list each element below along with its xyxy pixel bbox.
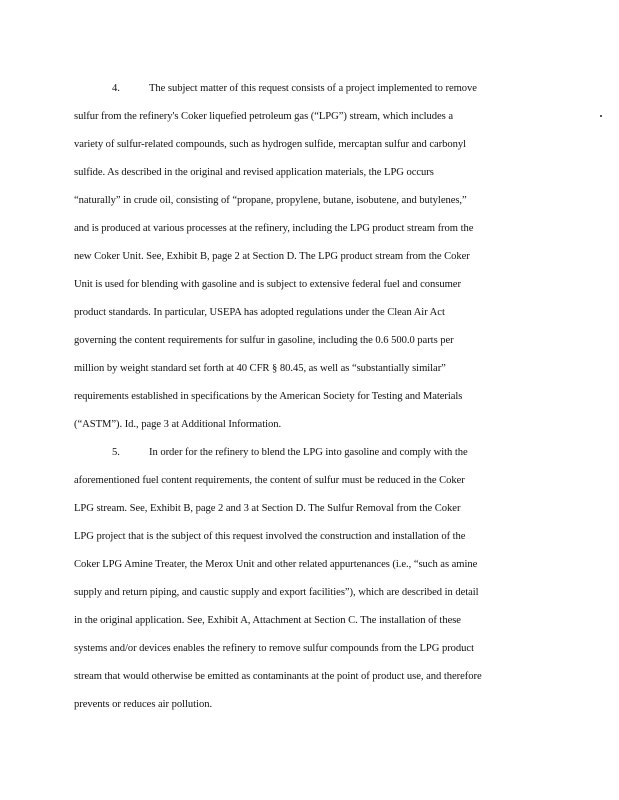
text-line: million by weight standard set forth at 40 CFR § 80.45, as well as “substantially similar” xyxy=(74,363,446,374)
text-line: “naturally” in crude oil, consisting of “propane, propylene, butane, isobutene, and butylenes,” xyxy=(74,195,467,206)
paragraph-first-line: 4. The subject matter of this request consists of a project implemented to remove xyxy=(112,83,477,94)
text-line: and is produced at various processes at the refinery, including the LPG product stream from the xyxy=(74,223,474,234)
text-line: requirements established in specifications by the American Society for Testing and Materials xyxy=(74,391,463,402)
text-line: supply and return piping, and caustic supply and export facilities”), which are described in detail xyxy=(74,587,479,598)
text-line: Unit is used for blending with gasoline and is subject to extensive federal fuel and consumer xyxy=(74,279,461,290)
text-line: in the original application. See, Exhibit A, Attachment at Section C. The installation of these xyxy=(74,615,461,626)
text-line: governing the content requirements for sulfur in gasoline, including the 0.6 500.0 parts per xyxy=(74,335,454,346)
paragraph-number: 5. xyxy=(112,447,120,458)
paragraph-number: 4. xyxy=(112,83,120,94)
text-line: aforementioned fuel content requirements, the content of sulfur must be reduced in the Coker xyxy=(74,475,465,486)
text-line: LPG project that is the subject of this request involved the construction and installation of the xyxy=(74,531,466,542)
text-line: product standards. In particular, USEPA has adopted regulations under the Clean Air Act xyxy=(74,307,445,318)
text-line: sulfur from the refinery's Coker liquefied petroleum gas (“LPG”) stream, which includes a xyxy=(74,111,454,122)
text-line: LPG stream. See, Exhibit B, page 2 and 3 at Section D. The Sulfur Removal from the Coker xyxy=(74,503,461,514)
text-line: new Coker Unit. See, Exhibit B, page 2 at Section D. The LPG product stream from the Coker xyxy=(74,251,470,262)
paragraph-first-line: 5. In order for the refinery to blend the LPG into gasoline and comply with the xyxy=(112,447,468,458)
text-line: (“ASTM”). Id., page 3 at Additional Information. xyxy=(74,419,282,430)
scan-speck xyxy=(600,115,602,117)
text-line: systems and/or devices enables the refinery to remove sulfur compounds from the LPG product xyxy=(74,643,474,654)
text-line: Coker LPG Amine Treater, the Merox Unit and other related appurtenances (i.e., “such as amine xyxy=(74,559,478,570)
text-line: prevents or reduces air pollution. xyxy=(74,699,213,710)
text-line: stream that would otherwise be emitted as contaminants at the point of product use, and therefore xyxy=(74,671,482,682)
text-line: sulfide. As described in the original and revised application materials, the LPG occurs xyxy=(74,167,434,178)
text-line: variety of sulfur-related compounds, such as hydrogen sulfide, mercaptan sulfur and carbonyl xyxy=(74,139,467,150)
